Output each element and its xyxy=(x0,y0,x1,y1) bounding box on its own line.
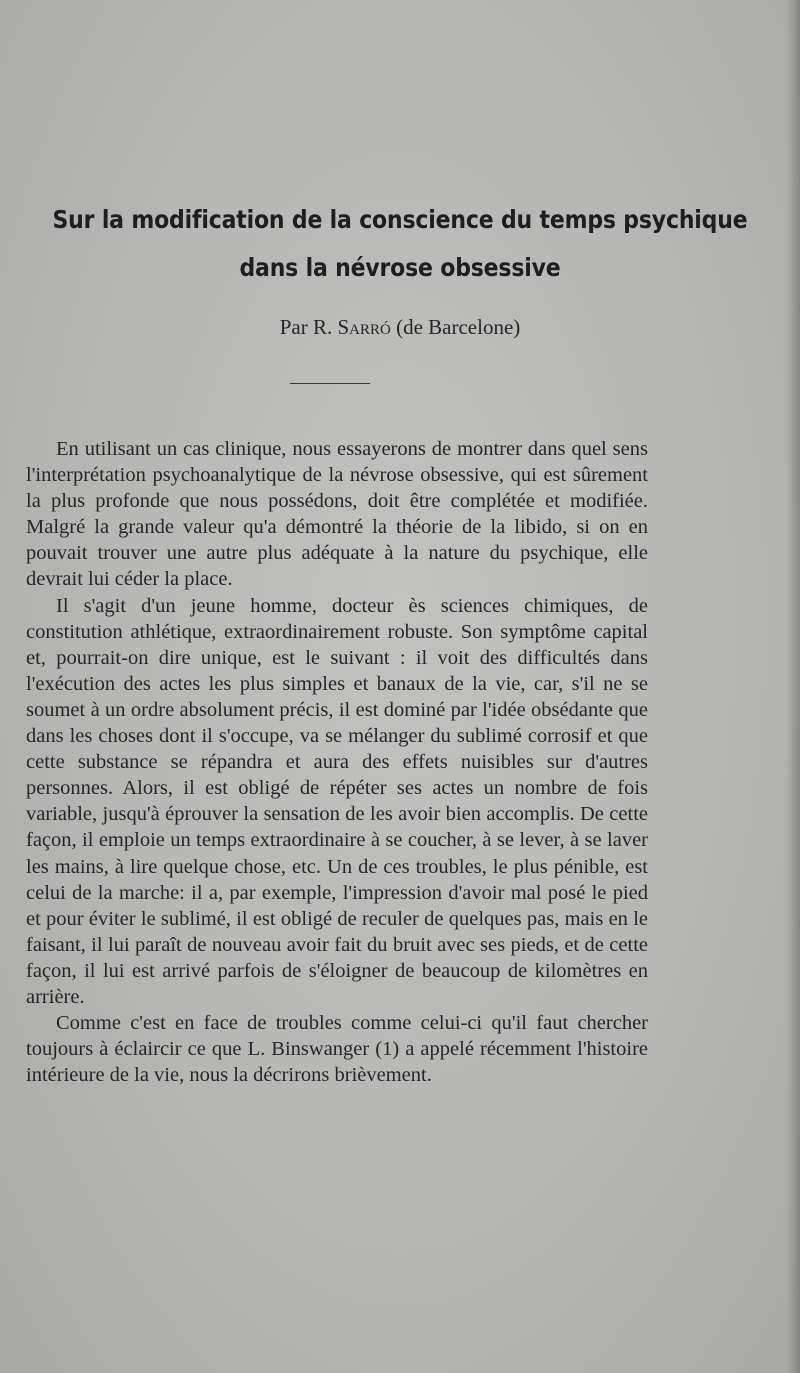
author-name: Sarró xyxy=(337,315,391,339)
title-separator-rule xyxy=(290,383,370,384)
paragraph-2: Il s'agit d'un jeune homme, docteur ès sciences chimiques, de constitution athlétique, extraordinairement robuste. Son symptôme capital et, pourrait-on dire unique, est le suivant : il voit des difficultés dans l'exécution des actes les plus simples et banaux de la vie, car, s'il ne se soumet à un ordre absolument précis, il est dominé par l'idée obsédante que dans les choses dont il s'occupe, va se mélanger du sublimé corrosif et que cette substance se répandra et aura des effets nuisibles sur d'autres personnes. Alors, il est obligé de répéter ses actes un nombre de fois variable, jusqu'à éprouver la sensation de les avoir bien accomplis. De cette façon, il emploie un temps extraordinaire à se coucher, à se lever, à se laver les mains, à lire quelque chose, etc. Un de ces troubles, le plus pénible, est celui de la marche: il a, par exemple, l'impression d'avoir mal posé le pied et pour éviter le sublimé, il est obligé de reculer de quelques pas, mais en le faisant, il lui paraît de nouveau avoir fait du bruit avec ses pieds, et de cette façon, il lui est arrivé parfois de s'éloigner de beaucoup de kilomètres en arrière. xyxy=(26,594,648,1008)
byline xyxy=(0,315,800,340)
paragraph-1: En utilisant un cas clinique, nous essayerons de montrer dans quel sens l'interprétation psychoanalytique de la névrose obsessive, qui est sûrement la plus profonde que nous possédons, doit être complétée et modifiée. Malgré la grande valeur qu'a démontré la théorie de la libido, si on en pouvait trouver une autre plus adéquate à la nature du psychique, elle devrait lui céder la place. xyxy=(26,438,648,591)
article-title-line-1: Sur la modification de la conscience du temps psychique xyxy=(52,205,748,234)
article-title-line-2: dans la névrose obsessive xyxy=(239,253,561,282)
article-body xyxy=(26,436,648,1088)
page-edge-shadow xyxy=(786,0,800,1373)
byline-prefix: Par R. xyxy=(279,315,338,339)
paragraph-3: Comme c'est en face de troubles comme celui-ci qu'il faut chercher toujours à éclaircir ce que L. Binswanger (1) a appelé récemment l'histoire intérieure de la vie, nous la décrirons brièvement. xyxy=(26,1012,648,1087)
author-affiliation: (de Barcelone) xyxy=(390,315,521,339)
